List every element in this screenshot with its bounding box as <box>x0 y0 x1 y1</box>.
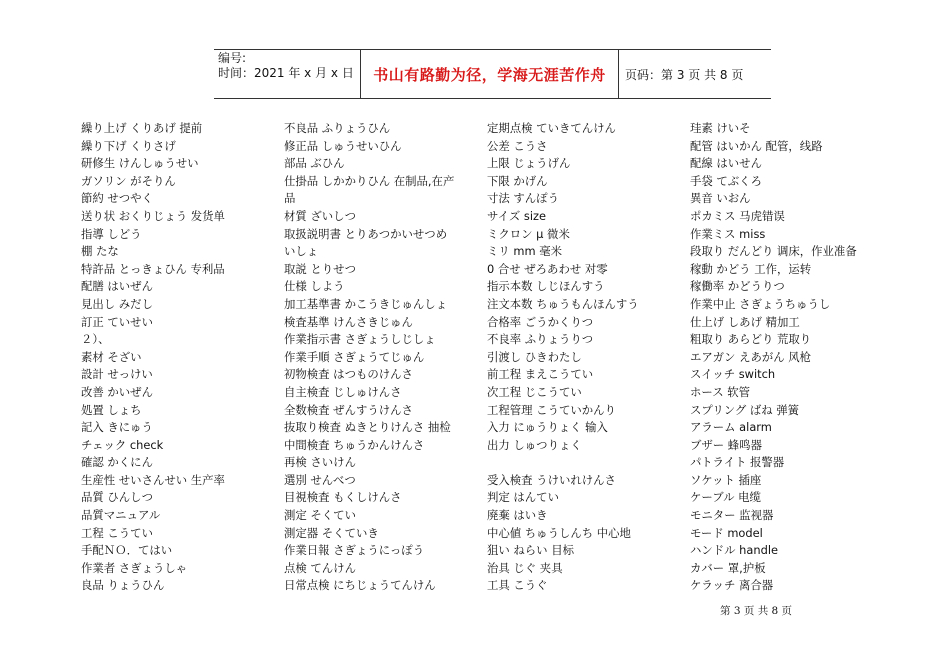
vocab-entry: 配線 はいせん <box>690 156 762 171</box>
number-label: 编号: <box>218 51 247 65</box>
vocab-entry: 配管 はいかん 配管，线路 <box>690 138 823 153</box>
vocab-entry: 確認 かくにん <box>81 455 153 470</box>
vocab-entry: サイズ size <box>487 208 546 223</box>
page-footer: 第 3 页 共 8 页 <box>720 605 793 617</box>
vocab-entry: モニター 监视器 <box>690 508 774 523</box>
vocab-entry: 仕掛品 しかかりひん 在制品,在产 <box>284 173 455 188</box>
vocab-entry: 治具 じぐ 夹具 <box>487 560 563 575</box>
vocab-entry: 受入検査 うけいれけんさ <box>487 472 616 487</box>
vocab-entry: アラーム alarm <box>690 420 772 435</box>
vocab-entry: 工具 こうぐ <box>487 578 548 593</box>
vocab-entry: ケラッチ 离合器 <box>690 578 774 593</box>
vocab-entry: 定期点検 ていきてんけん <box>487 121 616 135</box>
vocab-column-3 <box>487 120 639 595</box>
vocab-entry: 送り状 おくりじょう 发货单 <box>81 208 225 223</box>
vocab-entry: 改善 かいぜん <box>81 384 153 399</box>
vocab-entry: ガソリン がそりん <box>81 173 176 188</box>
vocab-entry: 指導 しどう <box>81 226 142 241</box>
vocab-entry: 測定器 そくていき <box>284 525 379 540</box>
vocab-entry: 作業ミス miss <box>690 226 766 241</box>
vocab-entry: 狙い ねらい 目标 <box>487 543 574 558</box>
page-info-cell <box>619 50 771 98</box>
vocab-entry: 異音 いおん <box>690 191 751 206</box>
vocab-entry: 訂正 ていせい <box>81 314 153 329</box>
vocab-entry: パトライト 报警器 <box>690 455 785 470</box>
vocab-entry: 処置 しょち <box>81 402 142 417</box>
vocab-entry: 品質マニュアル <box>81 508 161 523</box>
vocab-entry: 部品 ぶひん <box>284 156 345 171</box>
vocab-entry: 注文本数 ちゅうもんほんすう <box>487 296 639 311</box>
vocab-entry: ブザー 蜂鸣器 <box>690 437 762 452</box>
vocab-entry: 記入 きにゅう <box>81 420 153 435</box>
motto-cell <box>360 50 619 98</box>
vocab-column-4 <box>690 120 857 595</box>
vocab-entry: 作業中止 さぎょうちゅうし <box>690 296 831 311</box>
vocab-entry: 下限 かげん <box>487 173 548 188</box>
vocab-entry: 作業者 さぎょうしゃ <box>81 560 188 575</box>
vocab-entry: 寸法 すんぽう <box>487 191 559 206</box>
vocab-entry: 指示本数 しじほんすう <box>487 279 605 294</box>
header-left-cell <box>214 50 360 98</box>
vocab-entry: 加工基準書 かこうきじゅんしょ <box>284 296 448 311</box>
motto-text: 书山有路勤为径，学海无涯苦作舟 <box>373 65 606 84</box>
vocab-entry: 廃棄 はいき <box>487 508 548 523</box>
vocab-entry: 点検 てんけん <box>284 560 356 575</box>
vocab-entry: 生産性 せいさんせい 生产率 <box>81 472 225 487</box>
vocab-entry: ミリ mm 毫米 <box>487 244 562 259</box>
vocab-entry: 繰り下げ くりさげ <box>81 138 176 153</box>
vocab-entry: 選別 せんべつ <box>284 472 356 487</box>
vocab-entry: 仕様 しよう <box>284 279 345 294</box>
vocab-entry: いしょ <box>284 244 319 259</box>
vocab-entry: 棚 たな <box>81 244 119 259</box>
vocab-entry: チェック check <box>81 437 164 452</box>
vocab-entry: スプリング ばね 弹簧 <box>690 402 800 417</box>
vocab-entry: 品質 ひんしつ <box>81 490 153 505</box>
vocab-entry: 配膳 はいぜん <box>81 279 153 294</box>
vocab-column-2 <box>284 120 454 595</box>
vocab-entry: 日常点検 にちじょうてんけん <box>284 578 436 593</box>
vocab-entry: 手袋 てぶくろ <box>690 173 762 188</box>
page-info-text: 页码：第 3 页 共 8 页 <box>625 67 744 82</box>
vocab-entry: 作業指示書 さぎょうしじしょ <box>284 332 436 347</box>
vocab-entry: 工程管理 こうていかんり <box>487 402 616 417</box>
vocab-entry: ハンドル handle <box>690 543 779 558</box>
vocab-entry: 検査基準 けんさきじゅん <box>284 314 413 329</box>
vocab-entry: 中心値 ちゅうしんち 中心地 <box>487 525 631 540</box>
vocab-entry: 中間検査 ちゅうかんけんさ <box>284 437 425 452</box>
vocab-entry: モード model <box>690 525 763 540</box>
vocab-entry: 見出し みだし <box>81 296 153 311</box>
vocab-entry: 0 合せ ぜろあわせ 对零 <box>487 261 608 276</box>
vocab-column-1 <box>81 120 225 595</box>
vocab-entry: 出力 しゅつりょく <box>487 437 582 452</box>
vocab-entry: 再検 さいけん <box>284 455 356 470</box>
vocab-entry: 前工程 まえこうてい <box>487 367 594 382</box>
vocab-entry: 研修生 けんしゅうせい <box>81 156 199 171</box>
vocab-entry: 作業日報 さぎょうにっぽう <box>284 543 425 558</box>
vocab-entry: 入力 にゅうりょく 输入 <box>487 420 608 435</box>
vocab-entry: 上限 じょうげん <box>487 156 571 171</box>
vocab-entry <box>487 454 639 472</box>
vocab-entry: ケーブル 电缆 <box>690 490 761 505</box>
vocab-entry: 次工程 じこうてい <box>487 384 582 399</box>
vocab-entry: 初物検査 はつものけんさ <box>284 367 413 382</box>
vocab-entry: ２）、 <box>81 332 110 347</box>
vocab-entry: 全数検査 ぜんすうけんさ <box>284 402 413 417</box>
vocab-entry: 取扱説明書 とりあつかいせつめ <box>284 226 448 241</box>
vocab-entry: 繰り上げ くりあげ 提前 <box>81 121 203 135</box>
vocab-entry: 自主検査 じしゅけんさ <box>284 384 402 399</box>
vocab-entry: 仕上げ しあげ 精加工 <box>690 314 800 329</box>
vocab-entry: 工程 こうてい <box>81 525 153 540</box>
vocab-entry: ホース 软管 <box>690 384 751 399</box>
vocab-entry: 稼働率 かどうりつ <box>690 279 785 294</box>
time-label: 时间：2021 年 x 月 x 日 <box>218 66 354 80</box>
vocab-entry: 材質 ざいしつ <box>284 208 356 223</box>
vocab-entry: 引渡し ひきわたし <box>487 349 582 364</box>
vocab-entry: 判定 はんてい <box>487 490 559 505</box>
vocab-entry: ミクロン μ 微米 <box>487 226 570 241</box>
vocab-entry: 稼動 かどう 工作，运转 <box>690 261 812 276</box>
vocab-entry: 不良品 ふりょうひん <box>284 121 391 135</box>
vocab-entry: ソケット 插座 <box>690 472 762 487</box>
vocab-entry: 良品 りょうひん <box>81 578 165 593</box>
vocab-entry: 修正品 しゅうせいひん <box>284 138 402 153</box>
vocab-entry: 測定 そくてい <box>284 508 356 523</box>
vocab-entry: 不良率 ふりょうりつ <box>487 332 594 347</box>
vocab-entry: 目視検査 もくしけんさ <box>284 490 402 505</box>
vocab-entry: 珪素 けいそ <box>690 121 751 135</box>
vocab-entry: 合格率 ごうかくりつ <box>487 314 594 329</box>
vocab-entry: 段取り だんどり 调床，作业准备 <box>690 244 857 259</box>
vocab-entry: 抜取り検査 ぬきとりけんさ 抽检 <box>284 420 451 435</box>
vocab-entry: スイッチ switch <box>690 367 776 382</box>
vocab-entry: 設計 せっけい <box>81 367 153 382</box>
vocab-entry: 作業手順 さぎょうてじゅん <box>284 349 425 364</box>
vocab-entry: 素材 そざい <box>81 349 142 364</box>
vocab-entry: 手配ＮＯ．てはい <box>81 543 173 558</box>
vocab-entry: 取説 とりせつ <box>284 261 356 276</box>
vocab-entry: 粗取り あらどり 荒取り <box>690 332 812 347</box>
vocab-entry: エアガン えあがん 风枪 <box>690 349 812 364</box>
vocab-entry: 公差 こうさ <box>487 138 548 153</box>
vocab-entry: 節約 せつやく <box>81 191 153 206</box>
vocab-entry: ポカミス 马虎错误 <box>690 208 785 223</box>
vocab-entry: 品 <box>284 191 296 206</box>
vocab-entry: 特許品 とっきょひん 专利品 <box>81 261 225 276</box>
vocab-entry: カバー 罩,护板 <box>690 560 766 575</box>
header-table <box>214 49 771 99</box>
